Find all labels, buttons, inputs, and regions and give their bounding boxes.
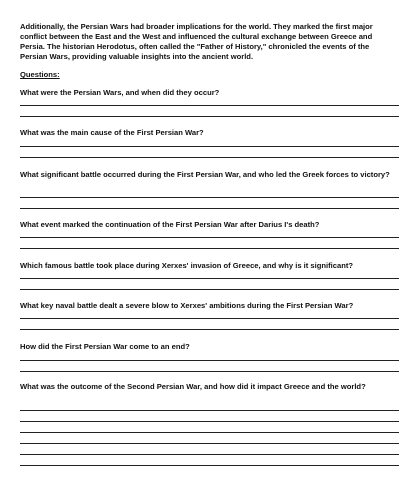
answer-line[interactable]	[20, 432, 399, 433]
answer-line[interactable]	[20, 248, 399, 249]
question-2: What was the main cause of the First Persian War?	[20, 128, 204, 137]
answer-line[interactable]	[20, 329, 399, 330]
answer-line[interactable]	[20, 410, 399, 411]
answer-line[interactable]	[20, 146, 399, 147]
question-1: What were the Persian Wars, and when did they occur?	[20, 88, 220, 97]
question-3: What significant battle occurred during the First Persian War, and who led the Greek forces to victory?	[20, 170, 390, 179]
answer-line[interactable]	[20, 116, 399, 117]
answer-line[interactable]	[20, 208, 399, 209]
answer-line[interactable]	[20, 197, 399, 198]
answer-line[interactable]	[20, 454, 399, 455]
answer-line[interactable]	[20, 318, 399, 319]
question-8: What was the outcome of the Second Persian War, and how did it impact Greece and the world?	[20, 382, 366, 391]
questions-heading: Questions:	[20, 70, 60, 79]
intro-paragraph: Additionally, the Persian Wars had broader implications for the world. They marked the first major conflict between the East and the West and influenced the cultural exchange between Greece and Persia. The historian Herodotus, often called the "Father of History," chronicled the events of the Persian Wars, providing valuable insights into the ancient world.	[20, 22, 373, 61]
answer-line[interactable]	[20, 421, 399, 422]
answer-line[interactable]	[20, 278, 399, 279]
question-6: What key naval battle dealt a severe blow to Xerxes' ambitions during the First Persian War?	[20, 301, 354, 310]
answer-line[interactable]	[20, 465, 399, 466]
answer-line[interactable]	[20, 289, 399, 290]
answer-line[interactable]	[20, 105, 399, 106]
answer-line[interactable]	[20, 371, 399, 372]
answer-line[interactable]	[20, 237, 399, 238]
answer-line[interactable]	[20, 157, 399, 158]
question-4: What event marked the continuation of the First Persian War after Darius I's death?	[20, 220, 320, 229]
question-5: Which famous battle took place during Xerxes' invasion of Greece, and why is it significant?	[20, 261, 354, 270]
answer-line[interactable]	[20, 443, 399, 444]
answer-line[interactable]	[20, 360, 399, 361]
question-7: How did the First Persian War come to an end?	[20, 342, 190, 351]
